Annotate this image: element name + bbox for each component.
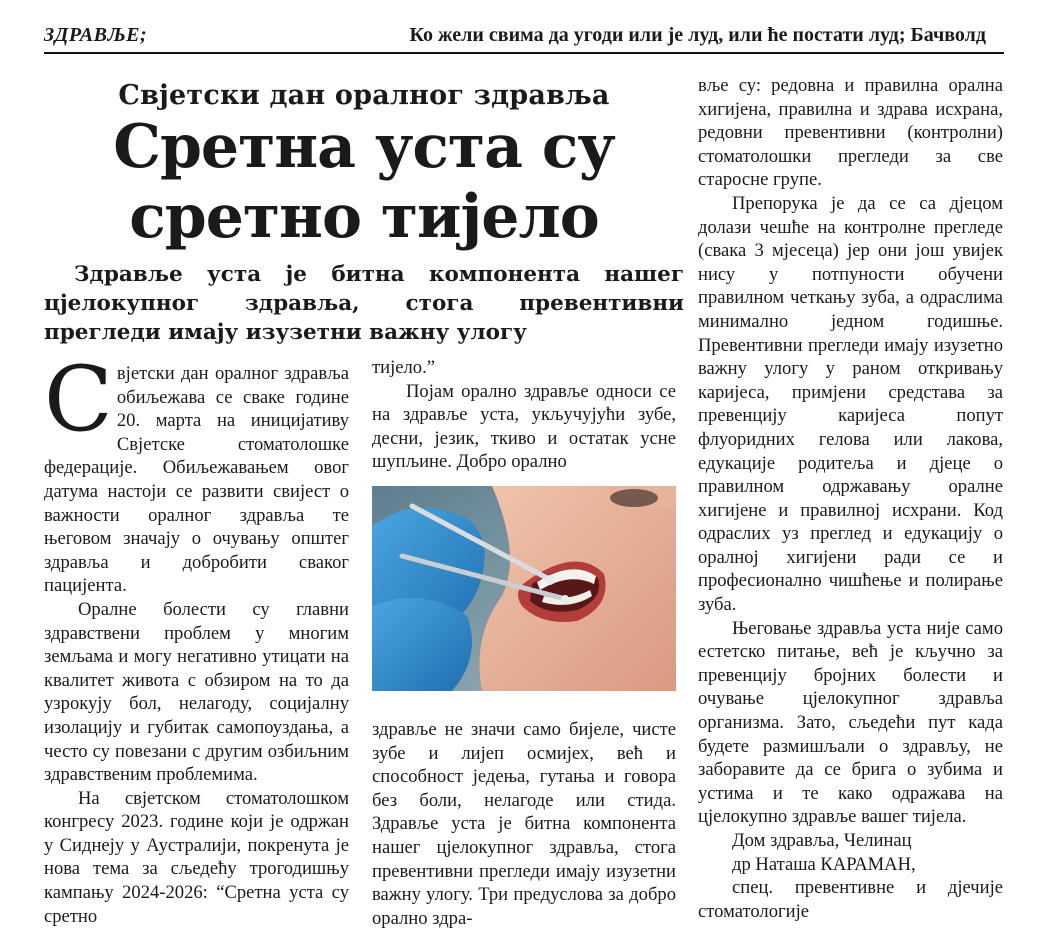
article-headline: [44, 112, 684, 252]
paragraph: Његовање здравља уста није само естетско питање, већ је кључно за превенцију бројних болести и очување цјелокупног здравља организма. Зато, сљедећи пут када будете размишљали о здрављу, не заборавите да се брига о зубима и устима и те како одражава на цјелокупно здравље вашег тијела.: [698, 617, 1003, 828]
page-header: [44, 22, 1004, 54]
paragraph: Оралне болести су главни здравствени проблем у многим земљама и могу негативно утицати на квалитет живота с обзиром на то да узрокују бол, нелагоду, социјалну изолацију и губитак самопоуздања, а често су повезани с другим озбиљним здравственим проблемима.: [44, 598, 349, 786]
paragraph: Појам орално здравље односи се на здравље уста, укључујући зубе, десни, језик, ткиво и остатак усне шупљине. Добро орално: [372, 380, 676, 473]
section-label: ЗДРАВЉЕ;: [44, 24, 148, 46]
headline-line-1: Сретна уста су: [113, 112, 615, 182]
paragraph: Препорука је да се са дјецом долази чешће на контролне прегледе (свака 3 мјесеца) јер они још увијек нису у потпуности обучени правилном четкању зуба, а одраслима минимално једном годишње. Превентивни прегледи имају изузетно важну улогу у раном откривању каријеса, примјени средстава за превенцију каријеса попут флуоридних гелова или лакова, едукације родитеља и дјеце о правилном одржавању оралне хигијене и правилној исхрани. Код одраслих уз преглед и едукацију о оралној хигијени ради се и професионално чишћење и полирање зуба.: [698, 192, 1003, 616]
paragraph: вље су: редовна и правилна орална хигијена, правилна и здрава исхрана, редовни превентивни (контролни) стоматолошки прегледи за све старосне групе.: [698, 75, 1003, 191]
paragraph: На свјетском стоматолошком конгресу 2023. године који је одржан у Сиднеју у Аустралији, покренута је нова тема за сљедећу трогодишњу кампању 2024-2026: “Сретна уста су сретно: [44, 787, 349, 927]
headline-line-2: сретно тијело: [129, 182, 599, 252]
signature-line-1: Дом здравља, Челинац: [732, 830, 912, 851]
signature-line-2: др Наташа КАРАМАН,: [732, 853, 916, 875]
dental-exam-photo: [372, 486, 676, 691]
signature-line-3: спец. превентивне и дјечије стоматологије: [698, 877, 1003, 922]
drop-cap: С: [44, 347, 113, 452]
paragraph: тијело.”: [372, 357, 435, 378]
article-kicker: Свјетски дан оралног здравља: [118, 80, 610, 111]
header-quote: Ко жели свима да угоди или је луд, или ће постати луд; Бачволд: [409, 24, 986, 46]
column-1: [44, 347, 349, 928]
article-deck: Здравље уста је битна компонента нашег цјелокупног здравља, стога превентивни прегледи имају изузетни важну улогу: [44, 262, 684, 345]
column-2-top: [372, 356, 676, 474]
paragraph: здравље не значи само бијеле, чисте зубе и лијеп осмијех, већ и способност једења, гутања и говора без боли, нелагоде или стида. Здравље уста је битна компонента нашег цјелокупног здравља, стога превентивни прегледи имају изузетни важну улогу. Три предуслова за добро орално здра-: [372, 719, 676, 929]
paragraph: Свјетски дан оралног здравља обиљежава се сваке године 20. марта на иницијативу Свјетске стоматолошке федерације. Обиљежавањем овог датума настоји се развити свијест о важности оралног здравља те његовом значају о очувању општег здравља и добробити сваког пацијента.: [44, 347, 349, 597]
dental-exam-illustration: [372, 486, 676, 691]
column-3: [698, 74, 1003, 923]
column-2-bottom: [372, 718, 676, 930]
